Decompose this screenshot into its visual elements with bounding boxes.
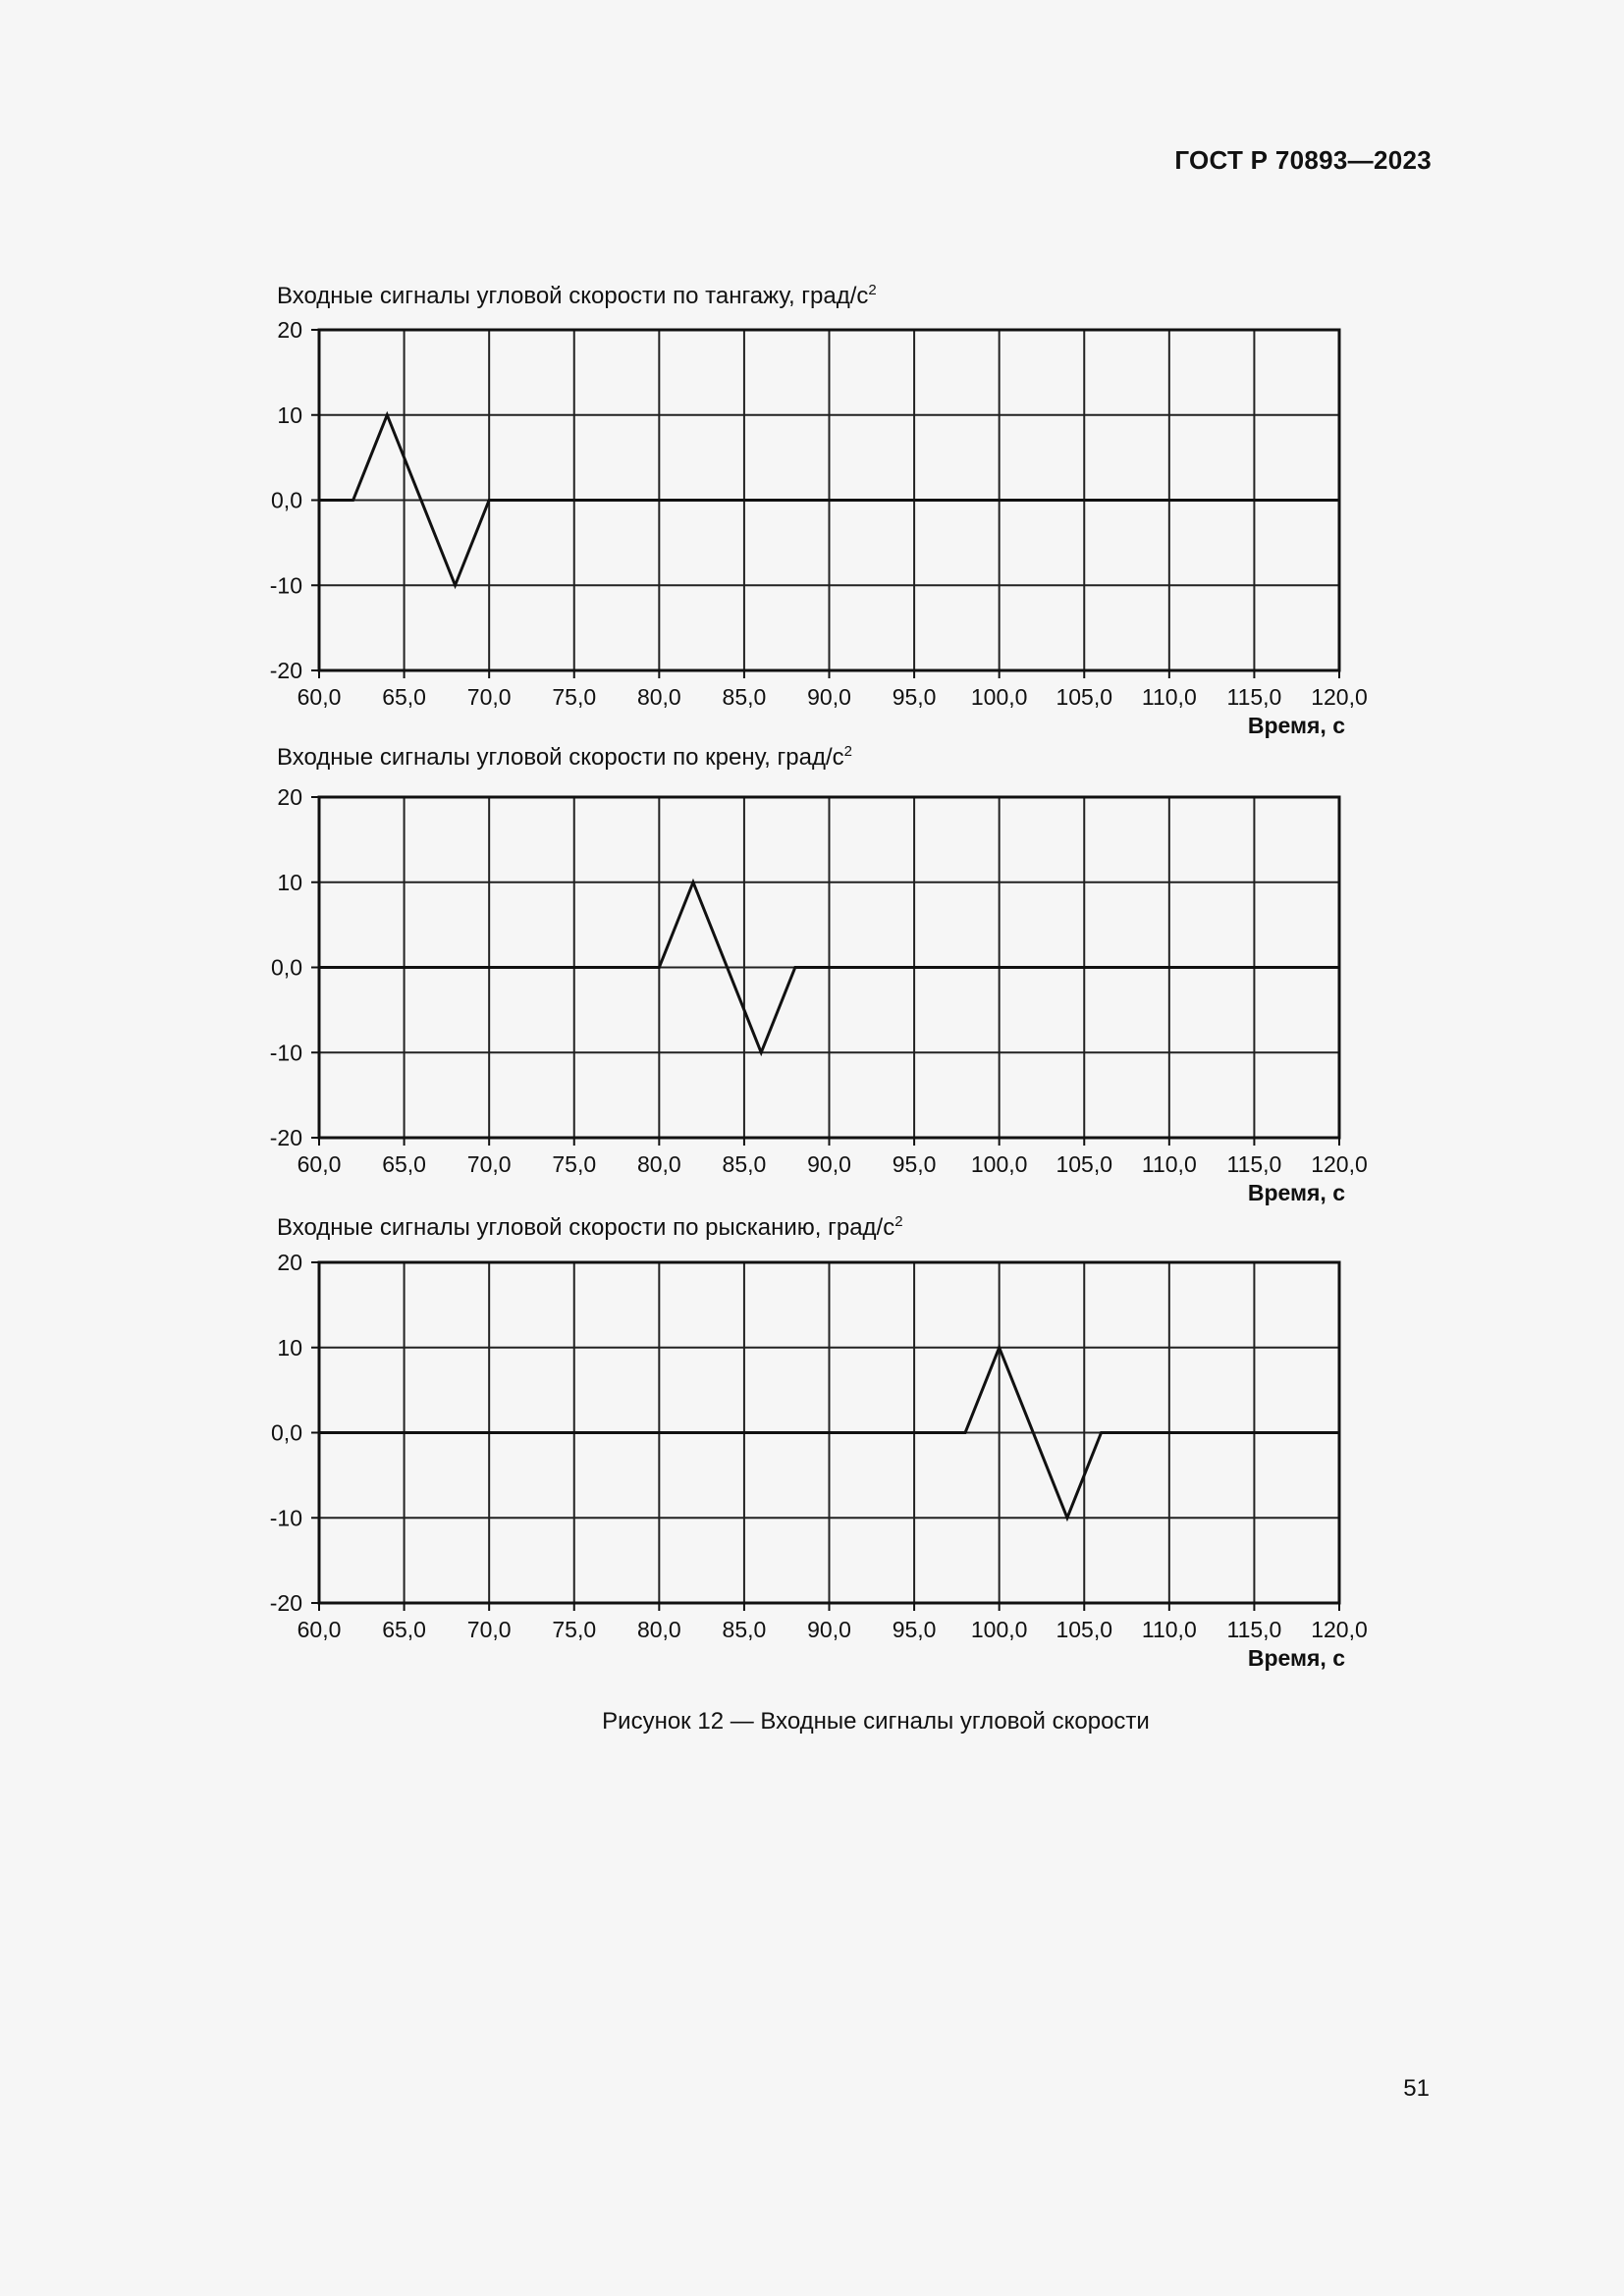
- x-tick-label: 95,0: [892, 684, 937, 710]
- page-number: 51: [1403, 2075, 1430, 2102]
- chart-title-text: Входные сигналы угловой скорости по тангажу, град/с: [277, 283, 869, 309]
- x-tick-label: 60,0: [297, 684, 342, 710]
- x-tick-label: 120,0: [1311, 684, 1368, 710]
- y-tick-label: -20: [269, 1125, 302, 1150]
- x-tick-label: 105,0: [1056, 1617, 1113, 1642]
- x-tick-label: 105,0: [1056, 684, 1113, 710]
- y-tick-label: 10: [277, 401, 302, 428]
- y-tick-label: 0,0: [271, 1419, 302, 1446]
- chart-yaw-plot: [0, 1227, 1624, 1698]
- x-tick-label: 100,0: [970, 1617, 1028, 1642]
- x-tick-label: 115,0: [1226, 684, 1282, 710]
- x-tick-label: 110,0: [1141, 684, 1197, 710]
- x-tick-label: 105,0: [1056, 1151, 1113, 1177]
- chart-title-sup: 2: [894, 1213, 903, 1230]
- x-axis-title: Время, с: [1247, 1180, 1345, 1205]
- x-tick-label: 80,0: [636, 1151, 681, 1177]
- chart-title-text: Входные сигналы угловой скорости по рысканию, град/с: [277, 1214, 895, 1241]
- x-tick-label: 90,0: [807, 1617, 851, 1642]
- x-tick-label: 75,0: [552, 1617, 597, 1642]
- y-tick-label: 10: [277, 1334, 302, 1361]
- y-tick-label: -20: [269, 658, 302, 683]
- x-tick-label: 65,0: [382, 1617, 426, 1642]
- chart-title-sup: 2: [868, 282, 877, 298]
- y-tick-label: 20: [277, 317, 302, 343]
- x-tick-label: 115,0: [1226, 1151, 1282, 1177]
- x-tick-label: 95,0: [892, 1617, 937, 1642]
- x-tick-label: 60,0: [297, 1617, 342, 1642]
- y-tick-label: -10: [269, 1505, 302, 1531]
- x-tick-label: 85,0: [722, 684, 767, 710]
- figure-caption: Рисунок 12 — Входные сигналы угловой скорости: [602, 1708, 1150, 1735]
- y-tick-label: -10: [269, 1040, 302, 1066]
- x-tick-label: 100,0: [970, 1151, 1028, 1177]
- x-tick-label: 70,0: [466, 1617, 512, 1642]
- x-tick-label: 65,0: [382, 1151, 426, 1177]
- x-tick-label: 90,0: [807, 1151, 851, 1177]
- x-tick-label: 80,0: [636, 1617, 681, 1642]
- x-tick-label: 85,0: [722, 1617, 767, 1642]
- y-tick-label: 20: [277, 784, 302, 810]
- x-tick-label: 70,0: [466, 684, 512, 710]
- x-tick-label: 65,0: [382, 684, 426, 710]
- x-tick-label: 85,0: [722, 1151, 767, 1177]
- y-tick-label: 0,0: [271, 954, 302, 981]
- x-tick-label: 120,0: [1311, 1151, 1368, 1177]
- chart-title-text: Входные сигналы угловой скорости по крену, град/с: [277, 744, 844, 771]
- x-tick-label: 110,0: [1141, 1151, 1197, 1177]
- x-tick-label: 80,0: [636, 684, 681, 710]
- y-tick-label: 10: [277, 869, 302, 895]
- x-tick-label: 90,0: [807, 684, 851, 710]
- x-axis-title: Время, с: [1247, 1645, 1345, 1671]
- y-tick-label: -10: [269, 572, 302, 599]
- chart-title-sup: 2: [843, 743, 852, 760]
- document-code: ГОСТ Р 70893—2023: [1174, 145, 1432, 175]
- chart-pitch-plot: [0, 294, 1624, 766]
- x-tick-label: 120,0: [1311, 1617, 1368, 1642]
- x-tick-label: 75,0: [552, 1151, 597, 1177]
- x-axis-title: Время, с: [1247, 713, 1345, 738]
- y-tick-label: -20: [269, 1590, 302, 1616]
- x-tick-label: 100,0: [970, 684, 1028, 710]
- x-tick-label: 95,0: [892, 1151, 937, 1177]
- x-tick-label: 115,0: [1226, 1617, 1282, 1642]
- x-tick-label: 75,0: [552, 684, 597, 710]
- x-tick-label: 110,0: [1141, 1617, 1197, 1642]
- x-tick-label: 60,0: [297, 1151, 342, 1177]
- y-tick-label: 0,0: [271, 487, 302, 513]
- y-tick-label: 20: [277, 1250, 302, 1275]
- x-tick-label: 70,0: [466, 1151, 512, 1177]
- chart-roll-plot: [0, 762, 1624, 1233]
